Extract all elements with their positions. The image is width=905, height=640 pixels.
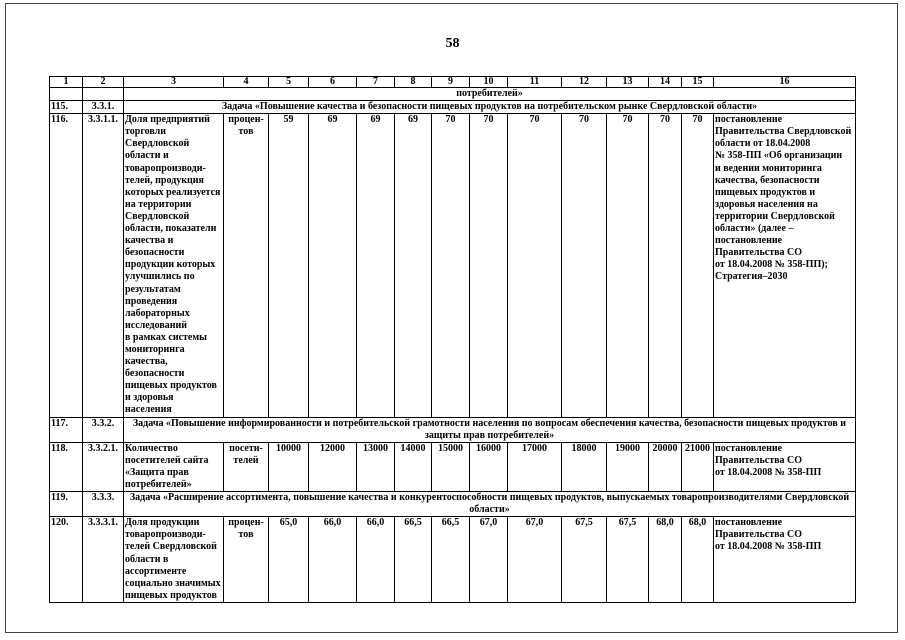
indicator-value: 69 xyxy=(309,114,357,417)
task-row xyxy=(50,492,856,517)
row-number: 115. xyxy=(50,101,83,114)
col-header: 8 xyxy=(395,77,432,88)
indicator-value: 66,0 xyxy=(357,517,395,603)
indicators-table xyxy=(49,76,856,603)
indicator-value: 19000 xyxy=(607,442,649,491)
indicator-unit: процен- тов xyxy=(224,517,269,603)
indicator-unit: процен- тов xyxy=(224,114,269,417)
indicator-value: 70 xyxy=(470,114,508,417)
indicator-value: 67,0 xyxy=(508,517,562,603)
indicator-value: 68,0 xyxy=(649,517,682,603)
indicator-unit: посети- телей xyxy=(224,442,269,491)
indicator-row xyxy=(50,517,856,603)
indicator-value: 70 xyxy=(508,114,562,417)
indicator-value: 66,5 xyxy=(395,517,432,603)
continuation-text: потребителей» xyxy=(124,88,856,101)
indicator-name: Доля предприятий торговли Свердловской области и товаропроизводи- телей, продукция которых реализуется на территории Свердловской области, показатели качества и безопасности продукции которых улучшились по результатам проведения лабораторных исследований в рамках системы мониторинга качества, безопасности пищевых продуктов и здоровья населения xyxy=(124,114,224,417)
indicator-value: 67,0 xyxy=(470,517,508,603)
row-code: 3.3.2.1. xyxy=(83,442,124,491)
indicator-value: 21000 xyxy=(682,442,714,491)
indicator-value: 18000 xyxy=(562,442,607,491)
indicator-value: 10000 xyxy=(269,442,309,491)
task-title: Задача «Расширение ассортимента, повышение качества и конкурентоспособности пищевых продуктов, выпускаемых товаропроизводителями Свердловской области» xyxy=(124,492,856,517)
indicator-value: 13000 xyxy=(357,442,395,491)
indicator-source: постановление Правительства СО от 18.04.2008 № 358-ПП xyxy=(714,517,856,603)
indicator-value: 12000 xyxy=(309,442,357,491)
task-row xyxy=(50,417,856,442)
col-header: 15 xyxy=(682,77,714,88)
indicator-value: 70 xyxy=(432,114,470,417)
indicator-value: 17000 xyxy=(508,442,562,491)
indicator-value: 70 xyxy=(649,114,682,417)
row-number: 117. xyxy=(50,417,83,442)
indicator-value: 14000 xyxy=(395,442,432,491)
col-header: 10 xyxy=(470,77,508,88)
col-header: 4 xyxy=(224,77,269,88)
row-number: 118. xyxy=(50,442,83,491)
row-code: 3.3.3. xyxy=(83,492,124,517)
indicator-value: 67,5 xyxy=(607,517,649,603)
page-number: 58 xyxy=(445,36,460,51)
indicator-value: 68,0 xyxy=(682,517,714,603)
col-header: 16 xyxy=(714,77,856,88)
indicator-value: 70 xyxy=(607,114,649,417)
indicator-value: 66,5 xyxy=(432,517,470,603)
indicator-value: 70 xyxy=(682,114,714,417)
indicator-row xyxy=(50,442,856,491)
indicator-value: 69 xyxy=(357,114,395,417)
indicator-source: постановление Правительства СО от 18.04.2008 № 358-ПП xyxy=(714,442,856,491)
indicator-value: 69 xyxy=(395,114,432,417)
col-header: 2 xyxy=(83,77,124,88)
col-header: 3 xyxy=(124,77,224,88)
row-number: 120. xyxy=(50,517,83,603)
col-header: 13 xyxy=(607,77,649,88)
indicator-value: 66,0 xyxy=(309,517,357,603)
indicator-row xyxy=(50,114,856,417)
indicator-name: Доля продукции товаропроизводи- телей Свердловской области в ассортименте социально значимых пищевых продуктов xyxy=(124,517,224,603)
indicator-value: 70 xyxy=(562,114,607,417)
row-code: 3.3.3.1. xyxy=(83,517,124,603)
col-header: 5 xyxy=(269,77,309,88)
indicator-source: постановление Правительства Свердловской области от 18.04.2008 № 358-ПП «Об организации и ведении мониторинга качества, безопасности пищевых продуктов и здоровья населения на территории Свердловской области» (далее – постановление Правительства СО от 18.04.2008 № 358-ПП); Стратегия–2030 xyxy=(714,114,856,417)
task-title: Задача «Повышение информированности и потребительской грамотности населения по вопросам обеспечения качества, безопасности пищевых продуктов и защиты прав потребителей» xyxy=(124,417,856,442)
col-header: 7 xyxy=(357,77,395,88)
row-code: 3.3.1. xyxy=(83,101,124,114)
row-number: 116. xyxy=(50,114,83,417)
indicator-name: Количество посетителей сайта «Защита прав потребителей» xyxy=(124,442,224,491)
indicator-value: 20000 xyxy=(649,442,682,491)
col-header: 6 xyxy=(309,77,357,88)
col-header: 1 xyxy=(50,77,83,88)
indicator-value: 67,5 xyxy=(562,517,607,603)
indicator-value: 59 xyxy=(269,114,309,417)
row-code: 3.3.1.1. xyxy=(83,114,124,417)
indicator-value: 16000 xyxy=(470,442,508,491)
col-header: 12 xyxy=(562,77,607,88)
column-number-row xyxy=(50,77,856,88)
task-row xyxy=(50,101,856,114)
row-code: 3.3.2. xyxy=(83,417,124,442)
row-number: 119. xyxy=(50,492,83,517)
col-header: 9 xyxy=(432,77,470,88)
col-header: 11 xyxy=(508,77,562,88)
col-header: 14 xyxy=(649,77,682,88)
task-title: Задача «Повышение качества и безопасности пищевых продуктов на потребительском рынке Свердловской области» xyxy=(124,101,856,114)
indicator-value: 15000 xyxy=(432,442,470,491)
indicator-value: 65,0 xyxy=(269,517,309,603)
continuation-row xyxy=(50,88,856,101)
